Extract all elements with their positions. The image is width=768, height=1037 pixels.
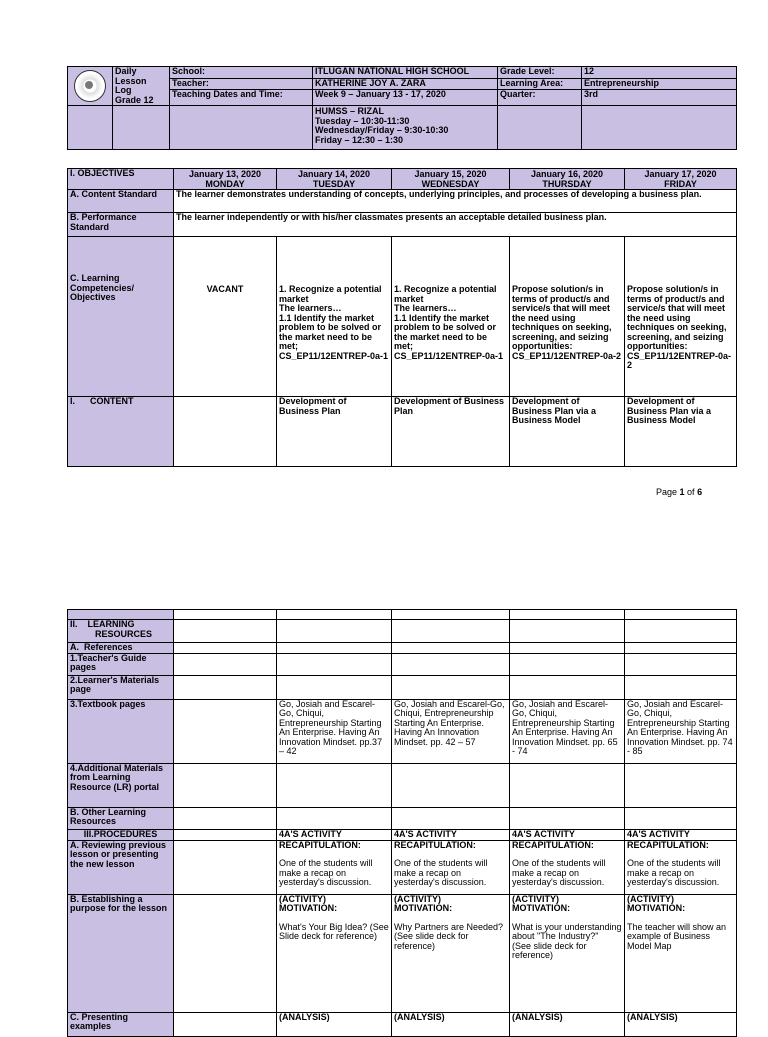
performance-standard: The learner independently or with his/her classmates presents an acceptable detailed business plan. bbox=[174, 213, 737, 237]
recap-3: RECAPITULATION: One of the students will make a recap on yesterday's discussion. bbox=[392, 840, 510, 894]
teacher-value: KATHERINE JOY A. ZARA bbox=[313, 78, 498, 90]
objectives-heading: I. OBJECTIVES bbox=[68, 169, 174, 190]
recap-4: RECAPITULATION: One of the students will make a recap on yesterday's discussion. bbox=[510, 840, 625, 894]
teachers-guide-label: 1.Teacher's Guide pages bbox=[68, 653, 174, 675]
competency-2: 1. Recognize a potential market The learners… 1.1 Identify the market problem to be solved or the market need to be met; CS_EP11/12ENTREP-0a-1 bbox=[277, 237, 392, 397]
activity-2: 4A'S ACTIVITY bbox=[277, 829, 392, 840]
day-header-5: January 17, 2020 FRIDAY bbox=[625, 169, 737, 190]
header-table bbox=[67, 66, 737, 150]
textbook-4: Go, Josiah and Escarel-Go, Chiqui, Entrepreneurship Starting An Enterprise. Having An Innovation Mindset. pp. 65 - 74 bbox=[510, 699, 625, 763]
content-2: Development of Business Plan bbox=[277, 397, 392, 467]
school-label: School: bbox=[170, 67, 313, 79]
resources-heading: II. LEARNING RESOURCES bbox=[68, 620, 174, 643]
textbook-5: Go, Josiah and Escarel-Go, Chiqui, Entrepreneurship Starting An Enterprise. Having An Innovation Mindset. pp. 74 - 85 bbox=[625, 699, 737, 763]
presenting-label: C. Presenting examples bbox=[68, 1012, 174, 1036]
area-value: Entrepreneurship bbox=[582, 78, 737, 90]
deped-seal-icon bbox=[74, 70, 106, 102]
grade-value: 12 bbox=[582, 67, 737, 79]
schedule: HUMSS – RIZAL Tuesday – 10:30-11:30 Wednesday/Friday – 9:30-10:30 Friday – 12:30 – 1:30 bbox=[313, 106, 498, 150]
log-title: Daily Lesson Log Grade 12 bbox=[113, 67, 170, 106]
day-header-2: January 14, 2020 TUESDAY bbox=[277, 169, 392, 190]
textbook-2: Go, Josiah and Escarel-Go, Chiqui, Entrepreneurship Starting An Enterprise. Having An Innovation Mindset. pp.37 – 42 bbox=[277, 699, 392, 763]
content-standard-label: A. Content Standard bbox=[68, 190, 174, 213]
page-number: Page 1 of 6 bbox=[656, 487, 703, 497]
performance-standard-label: B. Performance Standard bbox=[68, 213, 174, 237]
competencies-label: C. Learning Competencies/ Objectives bbox=[68, 237, 174, 397]
activity-4: 4A'S ACTIVITY bbox=[510, 829, 625, 840]
motivation-4: (ACTIVITY) MOTIVATION: What is your understanding about "The Industry?" (See slide deck for reference) bbox=[510, 894, 625, 1012]
content-4: Development of Business Plan via a Business Model bbox=[510, 397, 625, 467]
school-value: ITLUGAN NATIONAL HIGH SCHOOL bbox=[313, 67, 498, 79]
day-header-3: January 15, 2020 WEDNESDAY bbox=[392, 169, 510, 190]
dates-label: Teaching Dates and Time: bbox=[170, 90, 313, 106]
grade-label: Grade Level: bbox=[498, 67, 582, 79]
recap-2: RECAPITULATION: One of the students will make a recap on yesterday's discussion. bbox=[277, 840, 392, 894]
motivation-3: (ACTIVITY) MOTIVATION: Why Partners are Needed? (See slide deck for reference) bbox=[392, 894, 510, 1012]
motivation-5: (ACTIVITY) MOTIVATION: The teacher will show an example of Business Model Map bbox=[625, 894, 737, 1012]
learners-materials-label: 2.Learner's Materials page bbox=[68, 675, 174, 699]
competency-5: Propose solution/s in terms of product/s and service/s that will meet the need using techniques on seeking, screening, and seizing opportunities: CS_EP11/12ENTREP-0a-2 bbox=[625, 237, 737, 397]
dates-value: Week 9 – January 13 - 17, 2020 bbox=[313, 90, 498, 106]
competency-4: Propose solution/s in terms of product/s and service/s that will meet the need using techniques on seeking, screening, and seizing opportunities: CS_EP11/12ENTREP-0a-2 bbox=[510, 237, 625, 397]
content-3: Development of Business Plan bbox=[392, 397, 510, 467]
textbook-pages-label: 3.Textbook pages bbox=[68, 699, 174, 763]
other-resources-label: B. Other Learning Resources bbox=[68, 807, 174, 829]
objectives-table bbox=[67, 168, 737, 467]
analysis-2: (ANALYSIS) bbox=[277, 1012, 392, 1036]
activity-5: 4A'S ACTIVITY bbox=[625, 829, 737, 840]
analysis-5: (ANALYSIS) bbox=[625, 1012, 737, 1036]
content-label: I. CONTENT bbox=[68, 397, 174, 467]
recap-5: RECAPITULATION: One of the students will make a recap on yesterday's discussion. bbox=[625, 840, 737, 894]
content-standard: The learner demonstrates understanding of concepts, underlying principles, and processes of developing a business plan. bbox=[174, 190, 737, 213]
textbook-3: Go, Josiah and Escarel-Go, Chiqui, Entrepreneurship Starting An Enterprise. Having An Innovation Mindset. pp. 42 – 57 bbox=[392, 699, 510, 763]
resources-table bbox=[67, 609, 737, 1037]
day-header-4: January 16, 2020 THURSDAY bbox=[510, 169, 625, 190]
analysis-3: (ANALYSIS) bbox=[392, 1012, 510, 1036]
competency-1: VACANT bbox=[174, 237, 277, 397]
quarter-value: 3rd bbox=[582, 90, 737, 106]
procedures-heading: III.PROCEDURES bbox=[68, 829, 174, 840]
content-5: Development of Business Plan via a Business Model bbox=[625, 397, 737, 467]
quarter-label: Quarter: bbox=[498, 90, 582, 106]
teacher-label: Teacher: bbox=[170, 78, 313, 90]
references-label: A. References bbox=[68, 643, 174, 654]
analysis-4: (ANALYSIS) bbox=[510, 1012, 625, 1036]
day-header-1: January 13, 2020 MONDAY bbox=[174, 169, 277, 190]
purpose-label: B. Establishing a purpose for the lesson bbox=[68, 894, 174, 1012]
deped-seal-cell bbox=[68, 67, 113, 106]
activity-3: 4A'S ACTIVITY bbox=[392, 829, 510, 840]
reviewing-label: A. Reviewing previous lesson or presenting the new lesson bbox=[68, 840, 174, 894]
area-label: Learning Area: bbox=[498, 78, 582, 90]
motivation-2: (ACTIVITY) MOTIVATION: What's Your Big Idea? (See Slide deck for reference) bbox=[277, 894, 392, 1012]
textbook-1 bbox=[174, 699, 277, 763]
competency-3: 1. Recognize a potential market The learners… 1.1 Identify the market problem to be solved or the market need to be met; CS_EP11/12ENTREP-0a-1 bbox=[392, 237, 510, 397]
content-1 bbox=[174, 397, 277, 467]
additional-materials-label: 4.Additional Materials from Learning Resource (LR) portal bbox=[68, 763, 174, 807]
